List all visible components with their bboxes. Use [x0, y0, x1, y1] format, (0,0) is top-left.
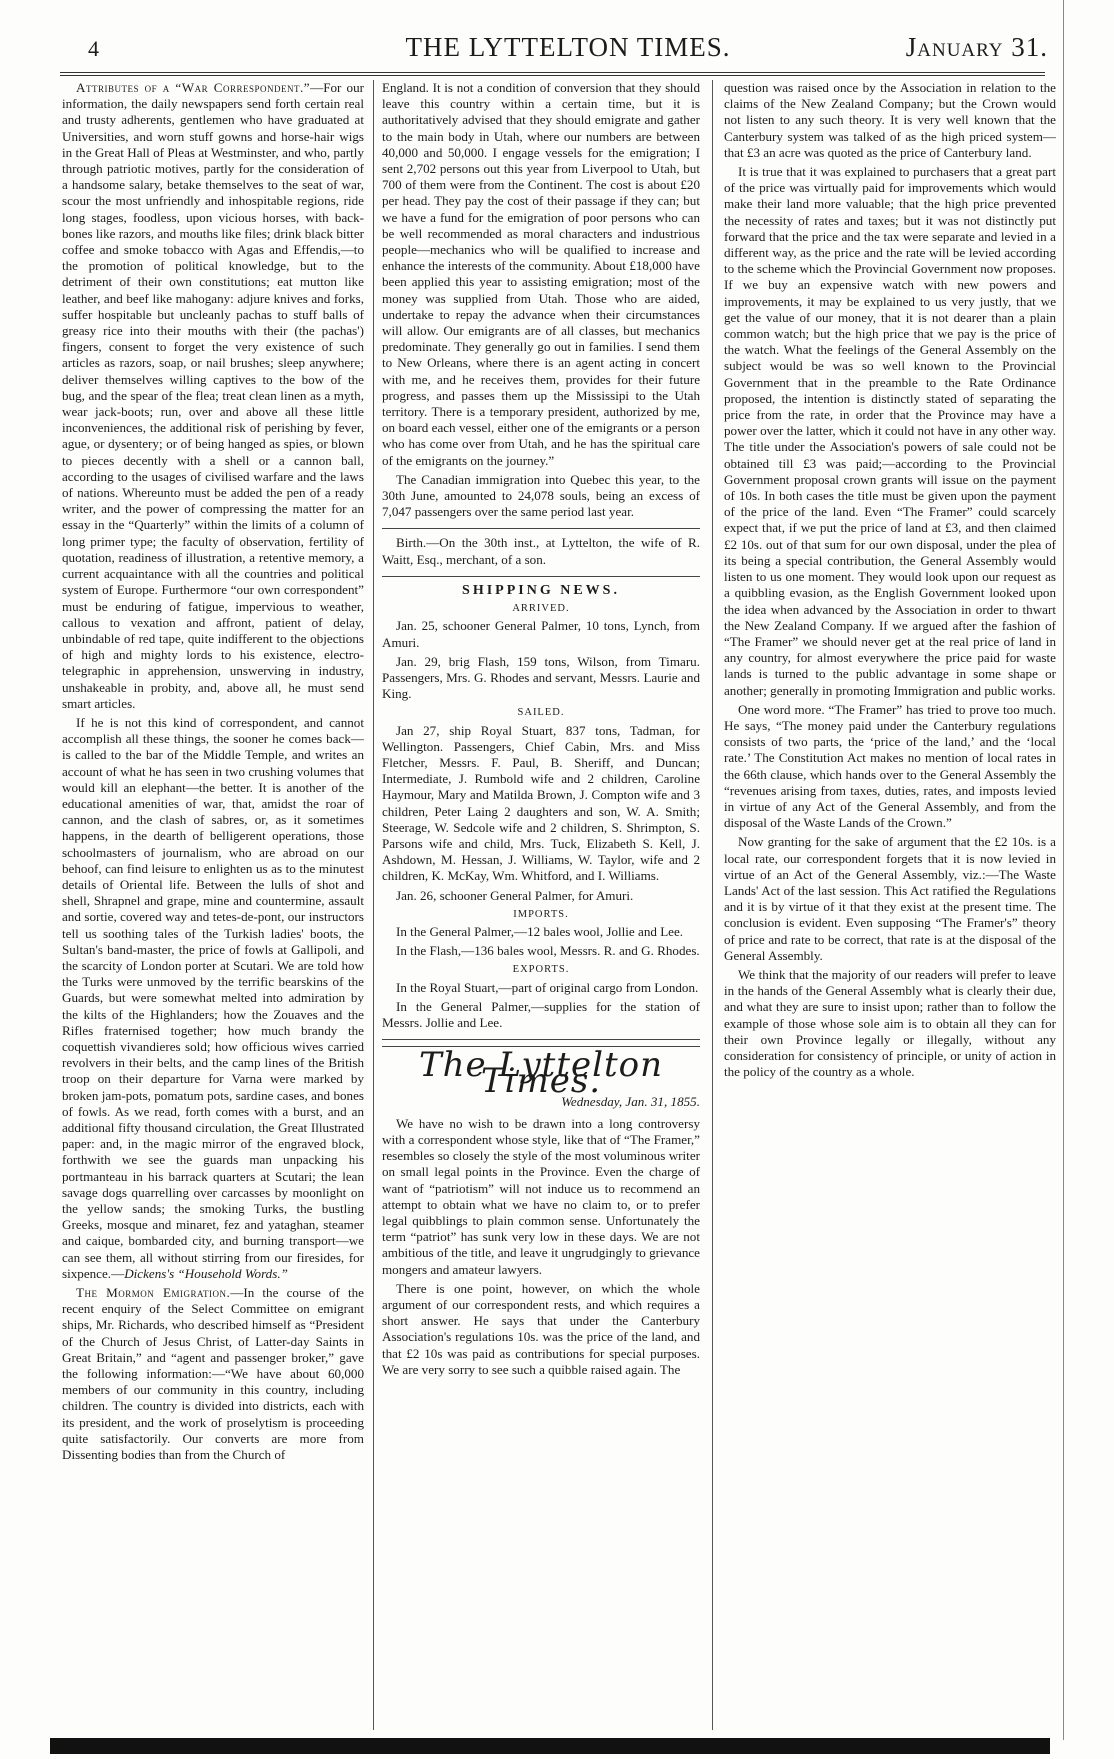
war-correspondent-source: Dickens's “Household Words.” — [124, 1265, 288, 1281]
bottom-border-bar — [50, 1738, 1050, 1754]
mormon-emigration-continued: England. It is not a condition of conversion that they should leave this country within a certain time, but it is authoritatively advised that they should emigrate and gather to the main body in Utah, where our numbers are between 40,000 and 50,000. I engage vessels for the emigration; I sent 2,702 persons out this year from Liverpool to Utah, but 700 of them were from the Continent. The cost is about £20 per head. They pay the cost of their passage if they can; but we have a fund for the emigration of poor persons who can be well recommended as moral characters and industrious people—mechanics who will be qualified to increase and enhance the interests of the community. About £18,000 have been applied this year to assisting emigration; most of the money was supplied from Utah. Those who are aided, undertake to repay the advance when their circumstances will allow. Our emigrants are of all classes, but mechanics predominate. They generally go out in families. I send them to New Orleans, where there is an agent acting in concert with me, and he receives them, provides for their future progress, and passes them up the Mississipi to the Utah territory. There is a temporary president, authorized by me, on board each vessel, either one of the emigrants or a person who has come over from Utah, and he has the spiritual care of the emigrants on the journey.” — [382, 80, 700, 468]
war-correspondent-paragraph-2: If he is not this kind of correspondent, and cannot accomplish all these things, the sooner he comes back—is called to the bar of the Middle Temple, and writes an account of what he has seen in two crushing volumes that would kill an elephant—the better. It is another of the educational amenities of war, that, amidst the roar of cannon, and the clash of sabres, or, as it sometimes happens, in the dearth of belligerent operations, those schoolmasters of journalism, who are abroad on our behoof, can find leisure to enlighten us as to the minutest details of Oriental life. Between the lulls of shot and shell, Shrapnel and grape, mine and countermine, assault and sortie, covered way and tetes-de-pont, our instructors tell us soothing tales of the Turkish ladies' boots, the Sultan's band-master, the price of fowls at Gallipoli, and the scarcity of London porter at Scutari. We are told how the Turks were unmoved by the terrific bearskins of the Guards, but were somewhat melted into admiration by the kilts of the Highlanders; how the Zouaves and the Rifles fraternised together; how much brandy the coquettish vivandieres sold; how officious wives carried revolvers in their belts, and the camp lines of the British troop on their departure for Varna were marked by broken jam-pots, pomatum pots, sardine cases, and bones of fowls. As we read, forth comes with a burst, and an additional fifty thousand circulation, the Great Illustrated paper: and, in the magic mirror of the engraved block, forthwith we see the guards man unpacking his portmanteau in his barrack quarters at Scutari; the lean savage dogs quarrelling over carcasses by moonlight on the yellow sands; the smoking Turks, the bustling Greeks, mosque and minaret, fez and yataghan, steamer and caique, bombarded city, and burning transport—we can see them, all without stirring from our firesides, for sixpence.—Dickens's “Household Words.” — [62, 714, 364, 1281]
exports-entry: In the General Palmer,—supplies for the station of Messrs. Jollie and Lee. — [382, 998, 700, 1030]
mormon-emigration-body: —In the course of the recent enquiry of the Select Committee on emigrant ships, Mr. Richards, who described himself as “President of the Church of Jesus Christ, of Latter-day Saints in Great Britain,” and “agent and passenger broker,” gave the following information:—“We have about 60,000 members of our community in this country, including children. The country is divided into districts, each with its president, and the work of proselytism is proceeding quite satisfactorily. Our converts are more from Dissenting bodies than from the Church of — [62, 1285, 364, 1463]
section-separator — [382, 1039, 700, 1040]
war-correspondent-body: —For our information, the daily newspapers send forth certain real and trusty adherents, gentlemen who have graduated at Universities, and worn stuff gowns and horse-hair wigs in the Great Hall of Pleas at Westminster, and who, partly through patriotic motives, partly for the consideration of a handsome salary, betake themselves to the seat of war, scour the most unfriendly and inhospitable regions, ride long stages, foodless, upon vicious horses, with back-bones like razors, and mouths like files; drink black bitter coffee and smoke tobacco with Agas and Effendis,—to the promotion of political knowledge, but to the detriment of their own constitutions; eat mutton like leather, and beef like mahogany: adjure knives and forks, suffer hospitable but uncleanly pachas to stuff balls of greasy rice into their mouths with their (the pachas') fingers, consent to forget the very existence of such articles as razors, soap, or nail brushes; sleep anywhere; deliver themselves willing captives to the bow of the bug, and the spear of the flea; treat clean linen as a myth, wear jack-boots; run, over and above all these little inconveniences, the additional risk of perishing by fever, ague, or dysentery; or of being hanged as spies, or blown to pieces decently with a shell or a cannon ball, according to the usages of civilised warfare and the laws of nations. Whereunto must be added the pen of a ready writer, and the power of compressing the matter for an essay in the “Quarterly” within the limits of a column of long primer type; the faculty of observation, fertility of quotation, readiness of illustration, a retentive memory, a current acquaintance with all the countries and political system of Europe. Furthermore “our own correspondent” must be enduring of fatigue, impervious to weather, callous to vexation and affront, patient of delay, unbindable of red tape, quite indifferent to the objections of high and mighty lords to his existence, electro-telegraphic in apprehension, unswerving in industry, unshakeable in probity, and, above all, he must send smart articles. — [62, 80, 364, 711]
issue-date: January 31. — [905, 32, 1048, 62]
mormon-emigration-heading: The Mormon Emigration. — [76, 1285, 231, 1301]
editorial-dateline: Wednesday, Jan. 31, 1855. — [561, 1093, 700, 1109]
editorial-continued: question was raised once by the Association in relation to the claims of the New Zealand Company; but the Crown would not listen to any such theory. It is very well known that the Canterbury system was talked of as the high priced system—that £3 an acre was quoted as the price of Canterbury land. — [724, 80, 1056, 160]
arrived-entry: Jan. 29, brig Flash, 159 tons, Wilson, from Timaru. Passengers, Mrs. G. Rhodes and servant, Messrs. Laurie and King. — [382, 653, 700, 702]
column-1 — [62, 80, 364, 1735]
sailed-entry: Jan. 26, schooner General Palmer, for Amuri. — [396, 887, 634, 903]
editorial-paragraph: We have no wish to be drawn into a long controversy with a correspondent whose style, like that of “The Framer,” resembles so closely the style of the most voluminous writer on small legal points in the Province. Even the charge of want of “patriotism” will not induce us to recommend an attempt to obtain what we have no claim to, or to prefer legal quibblings to plain common sense. Unfortunately the term “patriot” has sunk very low in these days. We are not ambitious of the title, and leave it ungrudgingly to grievance mongers and amateur lawyers. — [382, 1115, 700, 1277]
column-divider-1 — [373, 80, 374, 1730]
imports-entry: In the General Palmer,—12 bales wool, Jollie and Lee. — [396, 923, 684, 939]
war-correspondent-article — [62, 80, 364, 712]
sailed-subheading: SAILED. — [517, 707, 565, 719]
exports-entry: In the Royal Stuart,—part of original cargo from London. — [396, 979, 699, 995]
editorial-paragraph: It is true that it was explained to purchasers that a great part of the price was virtually paid for improvements which would make their land more valuable; that the high price prevented the necessity of rates and taxes; but it was not distinctly put forward that the price and the tax were separate and levied in a different way, as the price and the rate will be levied according to the scheme which the Provincial Government now proposes. If we buy an expensive watch with new powers and improvements, it may be explained to us very justly, that we get the value of our money, that it is not dearer than a plain common watch; but the high price that we pay is the price of the watch. What the feelings of the General Assembly on the subject would be was so well known to the Provincial Government that in the preamble to the Rate Ordinance proposed, the intention is distinctly stated of separating the price from the rate, in order that the Province may have a power over the latter, which it could not have in any other way. The title under the Association's powers of sale could not be obtained till £3 was paid;—according to the Provincial Government proposal crown grants will issue on the payment of 10s. In both cases the title must be given upon the payment of the price of the land. Even “The Framer” could scarcely expect that, if we put the price of land at £3, and then claimed £2 10s. out of that sum for our own disposal, under the plea of its being a special contribution, the General Assembly would listen to us one moment. They would look upon our request as a quibbling evasion, as the English Government looked upon the idea when advanced by the Association in order to thwart the New Zealand Company. If we argued after the fashion of “The Framer” we should never get at the real price of land in any country, for almost everywhere the price paid for waste lands is turned to the public advantage in some shape or another; generally in promoting Immigration and public works. — [724, 164, 1056, 698]
page-number: 4 — [88, 36, 99, 61]
header-rule-secondary — [60, 75, 1045, 76]
imports-subheading: IMPORTS. — [513, 908, 569, 920]
exports-subheading: EXPORTS. — [512, 964, 570, 976]
editorial-paragraph: Now granting for the sake of argument that the £2 10s. is a local rate, our correspondent forgets that it is now levied in virtue of an Act of the General Assembly, viz.:—The Waste Lands' Act of the last session. This Act ratified the Regulations and it is by virtue of it that they exist at the present time. The conclusion is evident. Even supposing “The Framer's” theory of price and rate to be correct, that rate is at the disposal of the General Assembly. — [724, 834, 1056, 963]
page-header — [78, 30, 1058, 70]
imports-entry: In the Flash,—136 bales wool, Messrs. R. and G. Rhodes. — [396, 943, 700, 959]
shipping-news-heading: SHIPPING NEWS. — [462, 582, 620, 598]
birth-notice: Birth.—On the 30th inst., at Lyttelton, the wife of R. Waitt, Esq., merchant, of a son. — [382, 535, 700, 567]
column-3 — [724, 80, 1056, 1735]
column-divider-2 — [712, 80, 713, 1730]
page-edge-line — [1063, 0, 1064, 1740]
arrived-entry: Jan. 25, schooner General Palmer, 10 tons, Lynch, from Amuri. — [382, 618, 700, 650]
mormon-emigration-article — [62, 1285, 364, 1463]
newspaper-title: THE LYTTELTON TIMES. — [405, 32, 731, 62]
header-rule — [60, 72, 1045, 73]
canadian-immigration-item: The Canadian immigration into Quebec this year, to the 30th June, amounted to 24,078 souls, being an excess of 7,047 passengers over the same period last year. — [382, 471, 700, 520]
editorial-paragraph: There is one point, however, on which the whole argument of our correspondent rests, and which requires a short answer. He says that under the Canterbury Association's regulations 10s. was the price of the land, and that £2 10s was paid as contributions for special purposes. We are very sorry to see such a quibble raised again. The — [382, 1280, 700, 1377]
section-separator — [382, 576, 700, 577]
arrived-subheading: ARRIVED. — [512, 603, 570, 615]
editorial-masthead: The Lyttelton Times. — [418, 1045, 664, 1102]
section-separator — [382, 528, 700, 529]
sailed-entry: Jan 27, ship Royal Stuart, 837 tons, Tadman, for Wellington. Passengers, Chief Cabin, Mrs. and Miss Fletcher, Messrs. F. Paul, B. Sheriff, and Duncan; Intermediate, J. Rumbold wife and 2 children, Caroline Haymour, Mary and Matilda Brown, J. Compton wife and 3 children, Peter Laing 2 daughters and son, W. A. Smith; Steerage, W. Sedcole wife and 2 children, S. Shrimpton, S. Parsons wife and child, Mrs. Tuck, Elizabeth S. Kell, J. Ashdown, M. Hessan, J. Williams, W. Taylor, wife and 2 children, K. McKay, Wm. Whitford, and I. Williams. — [382, 722, 700, 884]
editorial-paragraph: One word more. “The Framer” has tried to prove too much. He says, “The money paid under the Canterbury regulations consists of two parts, the ‘price of the land,’ and the ‘local rate.’ The Constitution Act makes no mention of local rates in the 66th clause, which hands over to the General Assembly the “revenues arising from taxes, duties, rates, and imposts levied in virtue of any Act of the General Assembly, and from the disposal of the Waste Lands of the Crown.” — [724, 701, 1056, 831]
editorial-paragraph: We think that the majority of our readers will prefer to leave in the hands of the General Assembly what is clearly their due, and what they are sure to insist upon; rather than to follow the example of those whose sole aim is to obtain all they can for their own Province legally or illegally, without any consideration for consistency of principle, or unity of action in the policy of the country as a whole. — [724, 966, 1056, 1080]
war-correspondent-heading: Attributes of a “War Correspondent.” — [76, 80, 311, 95]
column-2 — [382, 80, 700, 1735]
